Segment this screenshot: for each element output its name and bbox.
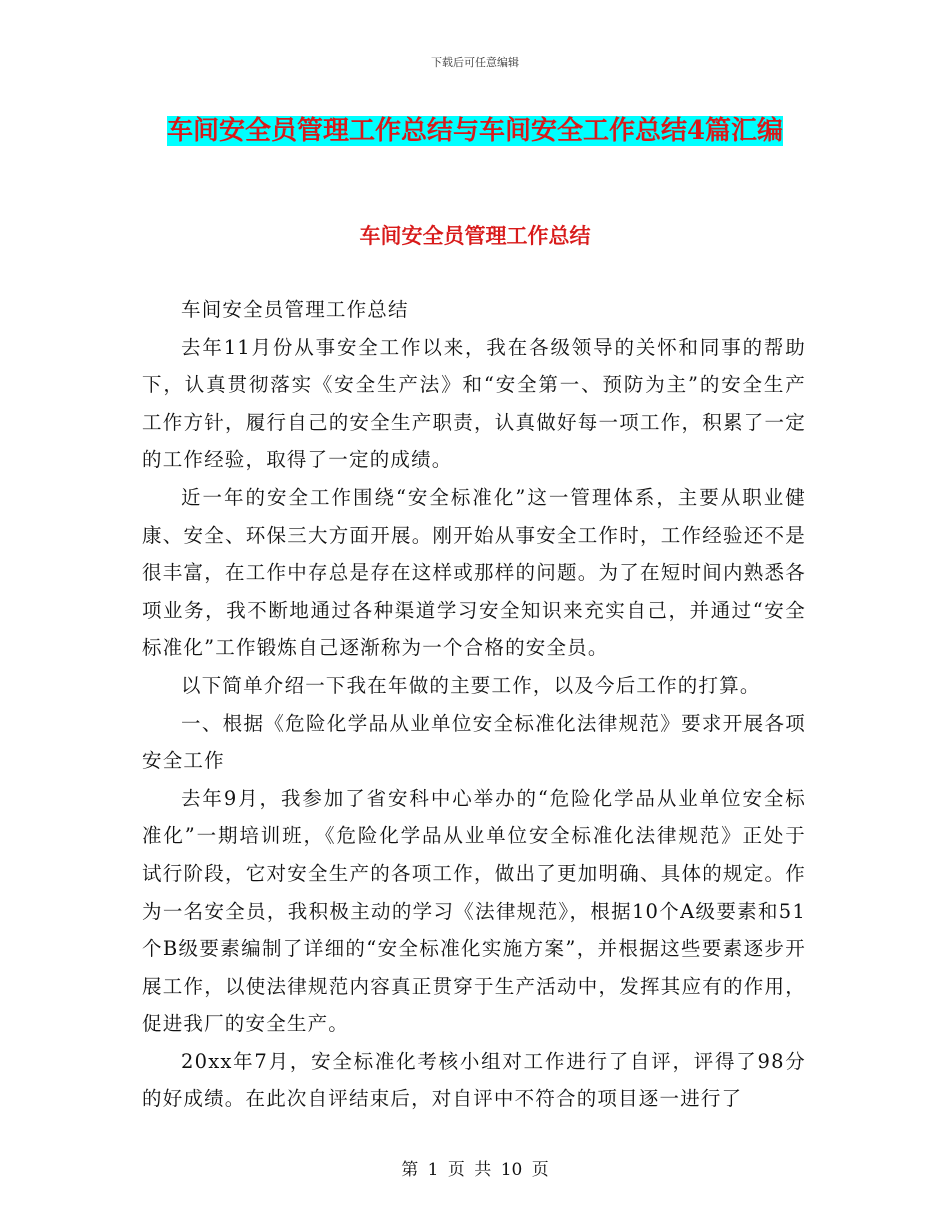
page-number-footer: 第 1 页 共 10 页 <box>401 1160 549 1180</box>
document-title <box>140 108 810 154</box>
section-title: 车间安全员管理工作总结 <box>359 223 591 248</box>
document-title-highlight: 车间安全员管理工作总结与车间安全工作总结4篇汇编 <box>166 116 784 146</box>
paragraph: 近一年的安全工作围绕“安全标准化”这一管理体系，主要从职业健康、安全、环保三大方面开展。刚开始从事安全工作时，工作经验还不是很丰富，在工作中存总是存在这样或那样的问题。为了在短时间内熟悉各项业务，我不断地通过各种渠道学习安全知识来充实自己，并通过“安全标准化”工作锻炼自己逐渐称为一个合格的安全员。 <box>142 485 806 660</box>
paragraph: 20xx年7月，安全标准化考核小组对工作进行了自评，评得了98分的好成绩。在此次自评结束后，对自评中不符合的项目逐一进行了 <box>142 1049 806 1111</box>
document-body <box>142 291 806 1118</box>
paragraph: 去年9月，我参加了省安科中心举办的“危险化学品从业单位安全标准化”一期培训班，《危险化学品从业单位安全标准化法律规范》正处于 试行阶段，它对安全生产的各项工作，做出了更加明确、具体的规定。作为一名安全员，我积极主动的学习《法律规范》，根据10个A级要素和51个B级要素编制了详细的“安全标准化实施方案”，并根据这些要素逐步开展工作，以使法律规范内容真正贯穿于生产活动中，发挥其应有的作用，促进我厂的安全生产。 <box>142 786 806 1036</box>
paragraph: 以下简单介绍一下我在年做的主要工作，以及今后工作的打算。 <box>181 673 761 697</box>
page-header-note: 下载后可任意编辑 <box>431 56 519 69</box>
paragraph: 车间安全员管理工作总结 <box>181 298 409 321</box>
paragraph: 一、根据《危险化学品从业单位安全标准化法律规范》要求开展各项安全工作 <box>142 711 806 773</box>
paragraph: 去年11月份从事安全工作以来，我在各级领导的关怀和同事的帮助下，认真贯彻落实《安全生产法》和“安全第一、预防为主”的安全生产工作方针，履行自己的安全生产职责，认真做好每一项工作，积累了一定的工作经验，取得了一定的成绩。 <box>142 335 806 472</box>
